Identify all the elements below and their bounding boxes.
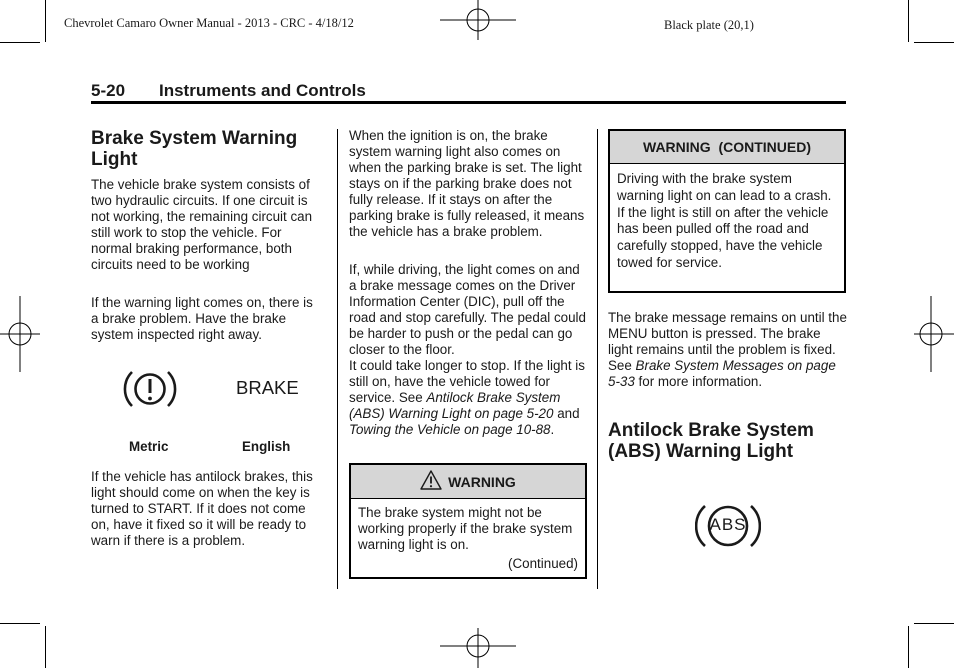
plate-info-left: Chevrolet Camaro Owner Manual - 2013 - CRC - 4/18/12 [64, 16, 354, 30]
header-rule [91, 101, 846, 104]
paragraph: If the vehicle has antilock brakes, this light should come on when the key is turned to START. If it does not come on, have it fixed so it will be ready to warn if there is a problem. [91, 469, 313, 548]
registration-mark-bottom [440, 624, 516, 668]
warning-triangle-icon [420, 470, 442, 490]
warning-continued-header [610, 131, 844, 164]
abs-warning-icon [695, 502, 761, 550]
crop-mark [45, 626, 46, 668]
cross-reference: Towing the Vehicle on page 10-88 [349, 422, 551, 437]
crop-mark [908, 626, 909, 668]
warning-continued-box [608, 129, 846, 293]
paragraph-with-references [608, 310, 848, 390]
paragraph: If the warning light comes on, there is a brake problem. Have the brake system inspected right away. [91, 295, 313, 342]
continued-note: (Continued) [508, 556, 578, 571]
metric-label: Metric [129, 439, 169, 454]
registration-mark-right [910, 296, 954, 372]
brake-warning-icon [122, 366, 178, 412]
crop-mark [45, 0, 46, 42]
warning-continued-title: WARNING (CONTINUED) [643, 139, 811, 155]
paragraph-text: and [553, 406, 580, 421]
section-title: Instruments and Controls [159, 81, 366, 100]
crop-mark [914, 623, 954, 624]
abs-icon-text: ABS [709, 515, 747, 534]
brake-warning-heading: Brake System Warning Light [91, 128, 298, 170]
cross-reference: Brake System Messages on page 5-33 [608, 358, 836, 389]
paragraph-text: The brake message remains on until the MENU button is pressed. The brake light remains until the problem is fixed. See [608, 310, 847, 373]
warning-body: The brake system might not be working properly if the brake system warning light is on. [358, 505, 573, 552]
warning-title: WARNING [448, 473, 516, 490]
brake-warning-text-symbol: BRAKE [236, 377, 299, 398]
paragraph-text: . [550, 422, 555, 437]
abs-warning-heading: Antilock Brake System (ABS) Warning Light [608, 420, 814, 462]
warning-box [349, 463, 587, 579]
english-label: English [242, 439, 291, 454]
warning-box-header [351, 465, 585, 499]
paragraph: If, while driving, the light comes on and a brake message comes on the Driver Information Center (DIC), pull off the road and stop carefully. The pedal could be harder to push or the pedal can go closer to the floor. [349, 262, 586, 357]
crop-mark [914, 42, 954, 43]
paragraph-with-references [349, 358, 587, 438]
registration-mark-top [440, 0, 516, 46]
crop-mark [0, 623, 40, 624]
paragraph: The vehicle brake system consists of two hydraulic circuits. If one circuit is not working, the remaining circuit can still work to stop the vehicle. For normal braking performance, both circuits need to be working [91, 177, 313, 272]
column-divider [597, 129, 598, 589]
paragraph-text: for more information. [634, 374, 763, 389]
cross-reference: Antilock Brake System (ABS) Warning Light on page 5-20 [349, 390, 561, 421]
warning-continued-body: Driving with the brake system warning light on can lead to a crash. If the light is still on after the vehicle has been pulled off the road and carefully stopped, have the vehicle towed for service. [617, 171, 832, 270]
registration-mark-left [0, 296, 44, 372]
paragraph-text: It could take longer to stop. If the light is still on, have the vehicle towed for service. See [349, 358, 585, 405]
crop-mark [908, 0, 909, 42]
paragraph: When the ignition is on, the brake system warning light also comes on when the parking brake is set. The light stays on if the parking brake does not fully release. If it stays on after the parking brake is fully released, it means the vehicle has a brake problem. [349, 128, 585, 239]
column-divider [337, 129, 338, 589]
page-number: 5-20 [91, 81, 126, 100]
plate-info-right: Black plate (20,1) [664, 18, 754, 32]
crop-mark [0, 42, 40, 43]
